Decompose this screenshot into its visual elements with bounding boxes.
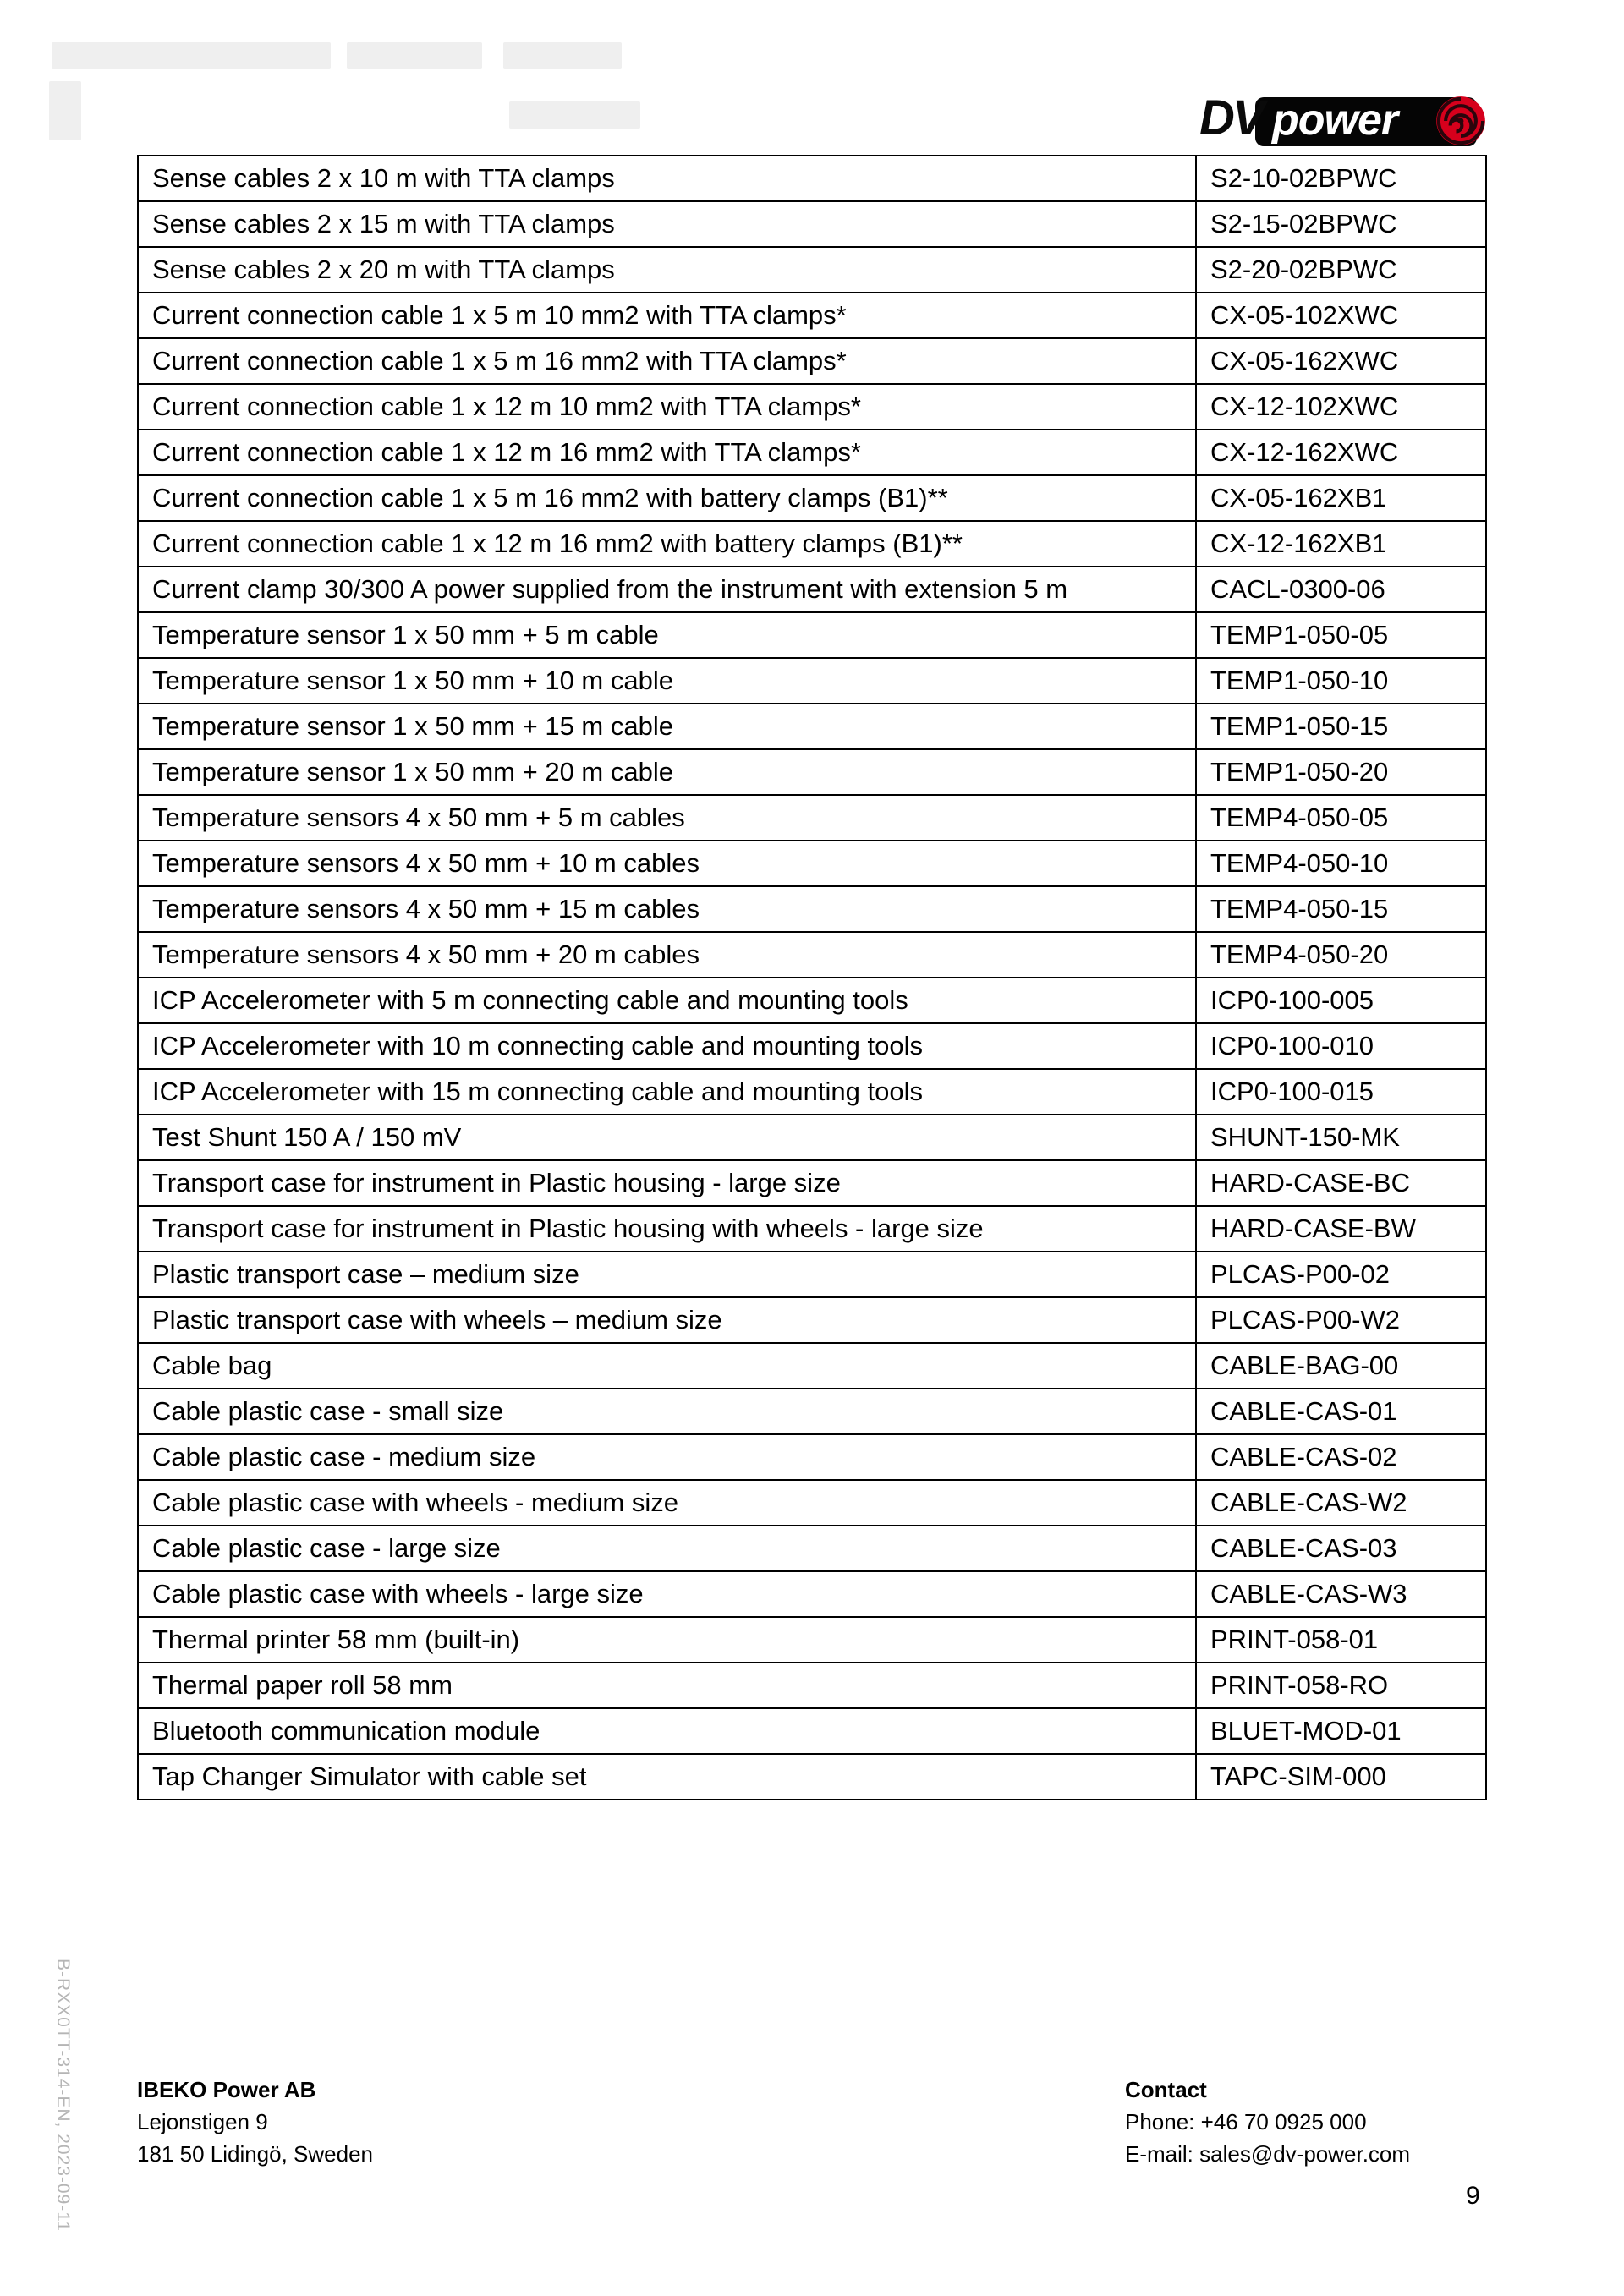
item-part-number: CABLE-CAS-01 [1196,1389,1486,1434]
table-row [138,1069,1486,1115]
item-part-number: CX-12-102XWC [1196,384,1486,430]
table-row [138,704,1486,749]
scan-artifact [503,42,622,69]
item-part-number: TEMP1-050-05 [1196,612,1486,658]
item-description: Cable plastic case with wheels - large size [138,1571,1196,1617]
page-number: 9 [1466,2182,1480,2210]
table-row [138,1663,1486,1708]
item-description: Plastic transport case – medium size [138,1252,1196,1297]
footer-company-block [137,2074,373,2170]
item-description: Temperature sensors 4 x 50 mm + 10 m cables [138,841,1196,886]
table-row [138,567,1486,612]
table-row [138,795,1486,841]
dv-power-logo [1199,90,1482,149]
item-part-number: CABLE-CAS-02 [1196,1434,1486,1480]
item-part-number: ICP0-100-015 [1196,1069,1486,1115]
table-row [138,1434,1486,1480]
item-part-number: CABLE-CAS-W2 [1196,1480,1486,1526]
table-row [138,1708,1486,1754]
item-part-number: PLCAS-P00-02 [1196,1252,1486,1297]
item-description: Sense cables 2 x 10 m with TTA clamps [138,156,1196,201]
table-row [138,932,1486,978]
item-part-number: TEMP1-050-10 [1196,658,1486,704]
item-part-number: ICP0-100-010 [1196,1023,1486,1069]
accessories-table [137,155,1487,1800]
item-description: ICP Accelerometer with 10 m connecting cable and mounting tools [138,1023,1196,1069]
item-part-number: HARD-CASE-BC [1196,1160,1486,1206]
item-description: Temperature sensor 1 x 50 mm + 15 m cable [138,704,1196,749]
table-row [138,156,1486,201]
table-row [138,1206,1486,1252]
item-description: Cable plastic case with wheels - medium size [138,1480,1196,1526]
item-part-number: CABLE-CAS-W3 [1196,1571,1486,1617]
item-description: Plastic transport case with wheels – medium size [138,1297,1196,1343]
item-description: Transport case for instrument in Plastic housing - large size [138,1160,1196,1206]
item-part-number: S2-15-02BPWC [1196,201,1486,247]
contact-heading: Contact [1125,2077,1207,2102]
table-row [138,1252,1486,1297]
table-row [138,1389,1486,1434]
item-part-number: PLCAS-P00-W2 [1196,1297,1486,1343]
item-part-number: PRINT-058-RO [1196,1663,1486,1708]
item-part-number: CX-05-102XWC [1196,293,1486,338]
item-description: Current connection cable 1 x 12 m 16 mm2 with TTA clamps* [138,430,1196,475]
table-row [138,247,1486,293]
item-description: Current clamp 30/300 A power supplied from the instrument with extension 5 m [138,567,1196,612]
item-part-number: TAPC-SIM-000 [1196,1754,1486,1800]
table-row [138,749,1486,795]
company-address-line2: 181 50 Lidingö, Sweden [137,2141,374,2167]
table-row [138,1526,1486,1571]
item-description: ICP Accelerometer with 5 m connecting cable and mounting tools [138,978,1196,1023]
table-row [138,1617,1486,1663]
item-description: ICP Accelerometer with 15 m connecting cable and mounting tools [138,1069,1196,1115]
table-row [138,293,1486,338]
item-description: Temperature sensor 1 x 50 mm + 10 m cable [138,658,1196,704]
item-part-number: CX-12-162XB1 [1196,521,1486,567]
item-description: Cable plastic case - small size [138,1389,1196,1434]
table-row [138,658,1486,704]
contact-email: E-mail: sales@dv-power.com [1125,2141,1411,2167]
item-part-number: CX-05-162XB1 [1196,475,1486,521]
item-description: Tap Changer Simulator with cable set [138,1754,1196,1800]
item-description: Current connection cable 1 x 5 m 10 mm2 with TTA clamps* [138,293,1196,338]
table-row [138,475,1486,521]
item-description: Thermal printer 58 mm (built-in) [138,1617,1196,1663]
table-row [138,612,1486,658]
company-address-line1: Lejonstigen 9 [137,2109,268,2134]
item-description: Cable plastic case - medium size [138,1434,1196,1480]
item-part-number: SHUNT-150-MK [1196,1115,1486,1160]
item-description: Thermal paper roll 58 mm [138,1663,1196,1708]
table-row [138,886,1486,932]
item-part-number: CACL-0300-06 [1196,567,1486,612]
item-part-number: CX-05-162XWC [1196,338,1486,384]
table-row [138,1297,1486,1343]
item-part-number: TEMP4-050-05 [1196,795,1486,841]
item-description: Transport case for instrument in Plastic housing with wheels - large size [138,1206,1196,1252]
table-row [138,1115,1486,1160]
company-name: IBEKO Power AB [137,2077,316,2102]
item-description: Current connection cable 1 x 5 m 16 mm2 with battery clamps (B1)** [138,475,1196,521]
item-description: Temperature sensors 4 x 50 mm + 5 m cables [138,795,1196,841]
document-code-vertical: B-RXX0TT-314-EN, 2023-09-11 [53,1959,73,2233]
item-part-number: TEMP4-050-15 [1196,886,1486,932]
item-part-number: CABLE-CAS-03 [1196,1526,1486,1571]
item-part-number: ICP0-100-005 [1196,978,1486,1023]
item-part-number: CABLE-BAG-00 [1196,1343,1486,1389]
item-part-number: HARD-CASE-BW [1196,1206,1486,1252]
scan-artifact [347,42,482,69]
table-row [138,1571,1486,1617]
item-description: Temperature sensors 4 x 50 mm + 20 m cables [138,932,1196,978]
scan-artifact [52,42,331,69]
table-row [138,1480,1486,1526]
table-row [138,1754,1486,1800]
item-part-number: TEMP1-050-15 [1196,704,1486,749]
item-part-number: BLUET-MOD-01 [1196,1708,1486,1754]
item-part-number: CX-12-162XWC [1196,430,1486,475]
item-description: Sense cables 2 x 20 m with TTA clamps [138,247,1196,293]
accessories-table-body [138,156,1486,1800]
item-part-number: TEMP1-050-20 [1196,749,1486,795]
rose-icon [1433,93,1489,149]
table-row [138,201,1486,247]
item-description: Temperature sensor 1 x 50 mm + 5 m cable [138,612,1196,658]
table-row [138,430,1486,475]
item-description: Test Shunt 150 A / 150 mV [138,1115,1196,1160]
contact-phone: Phone: +46 70 0925 000 [1125,2109,1367,2134]
logo-dv-text: DV [1199,90,1263,145]
logo-power-text: power [1272,96,1398,145]
item-part-number: PRINT-058-01 [1196,1617,1486,1663]
footer-contact-block [1125,2074,1410,2170]
scan-artifact [509,101,640,129]
item-description: Current connection cable 1 x 12 m 10 mm2 with TTA clamps* [138,384,1196,430]
table-row [138,1023,1486,1069]
item-description: Cable plastic case - large size [138,1526,1196,1571]
table-row [138,521,1486,567]
table-row [138,1343,1486,1389]
item-part-number: S2-20-02BPWC [1196,247,1486,293]
item-description: Current connection cable 1 x 5 m 16 mm2 with TTA clamps* [138,338,1196,384]
item-description: Temperature sensor 1 x 50 mm + 20 m cable [138,749,1196,795]
item-description: Sense cables 2 x 15 m with TTA clamps [138,201,1196,247]
item-part-number: S2-10-02BPWC [1196,156,1486,201]
item-description: Temperature sensors 4 x 50 mm + 15 m cables [138,886,1196,932]
table-row [138,978,1486,1023]
item-part-number: TEMP4-050-20 [1196,932,1486,978]
item-description: Bluetooth communication module [138,1708,1196,1754]
item-description: Cable bag [138,1343,1196,1389]
item-part-number: TEMP4-050-10 [1196,841,1486,886]
scan-artifact [49,81,81,140]
table-row [138,384,1486,430]
table-row [138,841,1486,886]
table-row [138,1160,1486,1206]
item-description: Current connection cable 1 x 12 m 16 mm2 with battery clamps (B1)** [138,521,1196,567]
table-row [138,338,1486,384]
